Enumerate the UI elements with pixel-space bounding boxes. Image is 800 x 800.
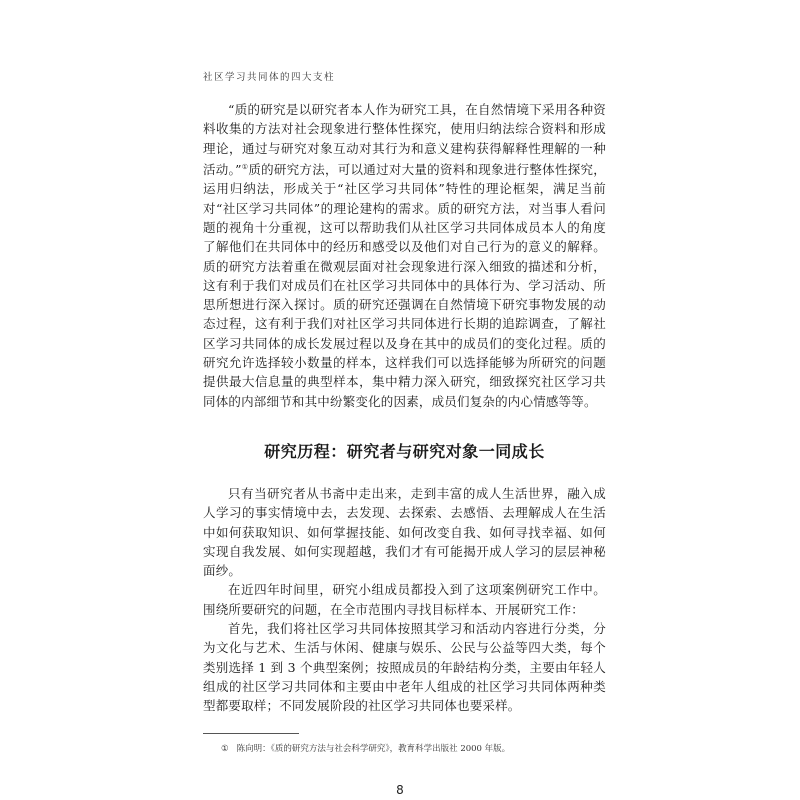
footnote-reference[interactable]: ① <box>241 162 249 171</box>
running-head: 社区学习共同体的四大支柱 <box>203 72 336 83</box>
page-body <box>203 100 606 754</box>
body-paragraph: 在近四年时间里，研究小组成员都投入到了这项案例研究工作中。围绕所要研究的问题，在全市范围内寻找目标样本、开展研究工作： <box>203 582 606 617</box>
paragraph-text: 质的研究方法，可以通过对大量的资料和现象进行整体性探究，运用归纳法，形成关于“社区学习共同体”特性的理论框架，满足当前对“社区学习共同体”的理论建构的需求。质的研究方法，对当事人看问题的视角十分重视，这可以帮助我们从社区学习共同体成员本人的角度了解他们在共同体中的经历和感受以及他们对自己行为的意义的解释。质的研究方法着重在微观层面对社会现象进行深入细致的描述和分析，这有利于我们对成员们在社区学习共同体中的具体行为、学习活动、所思所想进行深入探讨。质的研究还强调在自然情境下研究事物发展的动态过程，这有利于我们对社区学习共同体进行长期的追踪调查，了解社区学习共同体的成长发展过程以及身在其中的成员们的变化过程。质的研究允许选择较小数量的样本，这样我们可以选择能够为所研究的问题提供最大信息量的典型样本，集中精力深入研究，细致探究社区学习共同体的内部细节和其中纷繁变化的因素，成员们复杂的内心情感等等。 <box>203 162 606 409</box>
footnote-mark: ① <box>221 744 229 755</box>
footnote-divider <box>203 733 299 734</box>
body-paragraph: 首先，我们将社区学习共同体按照其学习和活动内容进行分类，分为文化与艺术、生活与休闲、健康与娱乐、公民与公益等四大类，每个类别选择 1 到 3 个典型案例；按照成员的年龄结构分类，主要由年轻人组成的社区学习共同体和主要由中老年人组成的社区学习共同体两种类型都要取样；不同发展阶段的社区学习共同体也要采样。 <box>203 620 606 714</box>
paragraph-text: “质的研究是以研究者本人作为研究工具，在自然情境下采用各种资料收集的方法对社会现象进行整体性探究，使用归纳法综合资料和形成理论，通过与研究对象互动对其行为和意义建构获得解释性理解的一种活动。” <box>203 102 606 178</box>
section-heading: 研究历程：研究者与研究对象一同成长 <box>264 441 545 461</box>
page-number: 8 <box>396 783 404 797</box>
footnote-text: 陈向明：《质的研究方法与社会科学研究》，教育科学出版社 2000 年版。 <box>236 744 511 755</box>
body-paragraph <box>203 100 606 411</box>
footnote <box>203 742 606 754</box>
body-paragraph: 只有当研究者从书斋中走出来，走到丰富的成人生活世界，融入成人学习的事实情境中去，去发现、去探索、去感悟、去理解成人在生活中如何获取知识、如何掌握技能、如何改变自我、如何寻找幸福、如何实现自我发展、如何实现超越，我们才有可能揭开成人学习的层层神秘面纱。 <box>203 485 606 579</box>
